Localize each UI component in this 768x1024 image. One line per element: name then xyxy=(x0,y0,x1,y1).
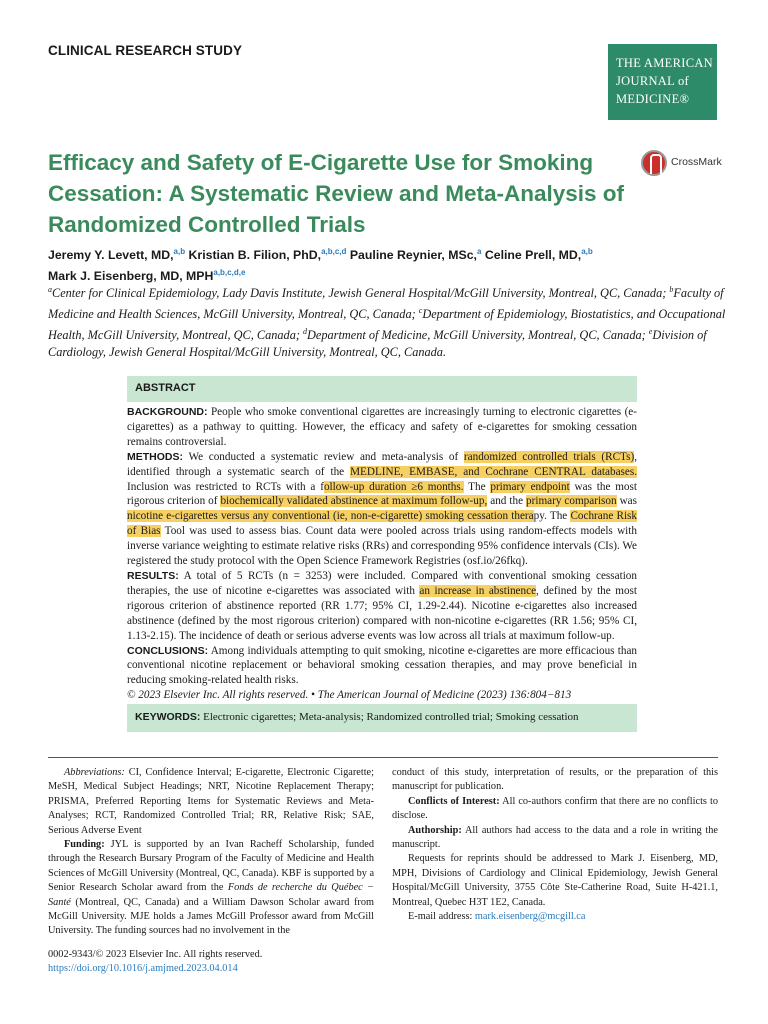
author-affiliation-ref[interactable]: a,b xyxy=(581,247,593,256)
funding-continuation: conduct of this study, interpretation of results, or the preparation of this manuscript for publication. xyxy=(392,767,718,793)
reprints-note: Requests for reprints should be addressed to Mark J. Eisenberg, MD, MPH, Divisions of Cardiology and Clinical Epidemiology, Jewish General Hospital/McGill University, 3755 Côte Ste-Catherine Road, Suite H-421.1, Montreal, Quebec H3T 1E2, Canada. xyxy=(392,853,718,908)
author-name: Jeremy Y. Levett, MD, xyxy=(48,248,174,263)
abstract-text: , defined by the most rigorous criterion of abstinence reported (RR 1.77; 95% CI, 1.29-2.44). Nicotine e-cigarettes also increased abstinence (defined by the most rigorous criterion) compared with non-nicotine e-cigarettes (RR 1.56; 95% CI, 1.13-2.15). The incidence of death or serious adverse events was low across all trials at maximum follow-up. xyxy=(127,584,637,642)
author-affiliation-ref[interactable]: a,b xyxy=(173,247,186,256)
keywords-box xyxy=(127,704,637,732)
abstract-heading: ABSTRACT xyxy=(127,376,637,402)
affiliation-marker: d xyxy=(303,327,308,337)
highlight: nicotine e-cigarettes versus any conventional (ie, non-e-cigarette) smoking cessation thera xyxy=(127,510,534,523)
doi-link[interactable]: https://doi.org/10.1016/j.amjmed.2023.04.014 xyxy=(48,963,238,975)
highlight: biochemically validated abstinence at maximum follow-up, xyxy=(220,495,488,508)
abstract-methods xyxy=(127,450,637,569)
journal-logo-line1: THE AMERICAN xyxy=(616,56,714,70)
affiliations xyxy=(48,281,728,361)
abbreviations-note xyxy=(48,766,374,838)
highlight: primary endpoint xyxy=(490,480,570,493)
affiliation-e: Division of Cardiology, Jewish General Hospital/McGill University, Montreal, QC, Canada. xyxy=(48,328,707,360)
author-list xyxy=(48,243,728,285)
highlight: ollow-up duration ≥6 months. xyxy=(323,480,464,493)
highlight: Cochrane Risk of Bias xyxy=(127,510,637,538)
highlight: an increase in abstinence xyxy=(419,584,537,597)
right-column xyxy=(392,766,718,924)
authorship-note xyxy=(392,824,718,853)
affiliation-marker: b xyxy=(669,285,674,294)
affiliation-b: Faculty of Medicine and Health Sciences, McGill University, Montreal, QC, Canada; xyxy=(48,286,724,322)
crossmark-badge[interactable] xyxy=(641,148,721,180)
crossmark-label: CrossMark xyxy=(671,156,722,168)
abstract-label: METHODS: xyxy=(127,450,183,463)
author-affiliation-ref[interactable]: a,b,c,d xyxy=(321,247,347,256)
article-title: Efficacy and Safety of E-Cigarette Use for Smoking Cessation: A Systematic Review and Meta-Analysis of Randomized Controlled Trials xyxy=(48,150,625,237)
funding-text: JYL is supported by an Ivan Racheff Scholarship, funded through the Research Bursary Program of the Faculty of Medicine and Health Sciences of McGill University (Montreal, QC, Canada). KBF is supported by a Senior Research Scholar award from the xyxy=(48,839,375,894)
footer xyxy=(48,948,262,977)
author-affiliation-ref[interactable]: a,b,c,d,e xyxy=(213,268,246,278)
keywords-label: KEYWORDS: xyxy=(135,711,201,723)
authorship-text: All authors had access to the data and a role in writing the manuscript. xyxy=(392,824,718,851)
abstract-conclusions xyxy=(127,644,637,689)
abstract-label: CONCLUSIONS: xyxy=(127,644,209,657)
abstract-text: A total of 5 RCTs (n = 3253) were included. Compared with conventional smoking cessation therapies, the use of nicotine e-cigarettes was associated with xyxy=(127,569,637,597)
abstract-results xyxy=(127,569,637,644)
affiliation-d: Department of Medicine, McGill University, Montreal, QC, Canada; xyxy=(307,328,646,343)
abstract-background xyxy=(127,405,637,450)
abbreviations-text: CI, Confidence Interval; E-cigarette, Electronic Cigarette; MeSH, Medical Subject Headings; NRT, Nicotine Replacement Therapy; PRISMA, Preferred Reporting Items for Systematic Reviews and Meta-Analyses; RCT, Randomized Controlled Trial; RR, Relative Risk; SAE, Serious Adverse Event xyxy=(48,767,374,836)
journal-logo-line2: JOURNAL of xyxy=(616,74,690,88)
keywords-text: Electronic cigarettes; Meta-analysis; Randomized controlled trial; Smoking cessation xyxy=(203,711,579,723)
affiliation-c: Department of Epidemiology, Biostatistics, and Occupational Health, McGill University, Montreal, QC, Canada; xyxy=(48,307,726,343)
author-affiliation-ref[interactable]: a xyxy=(476,247,482,256)
email-label: E-mail address: xyxy=(408,911,473,923)
abstract-text: was xyxy=(616,495,637,508)
funding-note xyxy=(48,838,374,939)
author-name: Kristian B. Filion, PhD, xyxy=(188,248,322,263)
abstract-text: The xyxy=(463,480,491,493)
highlight: MEDLINE, EMBASE, and Cochrane CENTRAL databases. xyxy=(350,465,638,478)
crossmark-icon xyxy=(641,150,667,176)
affiliation-marker: c xyxy=(418,306,423,316)
funding-text: (Montreal, QC, Canada) and a William Dawson Scholar award from McGill University. MJE holds a James McGill Professor award from McGill University. The funding sources had no involvement in the xyxy=(48,896,374,937)
abstract-body xyxy=(127,405,637,703)
abstract-label: BACKGROUND: xyxy=(127,406,208,418)
divider xyxy=(48,757,718,758)
copyright-text: © 2023 Elsevier Inc. All rights reserved. • The American Journal of Medicine (2023) 136:804−813 xyxy=(127,689,572,702)
conflicts-note xyxy=(392,795,718,824)
journal-logo-line3: MEDICINE® xyxy=(616,92,690,106)
authorship-label: Authorship: xyxy=(408,824,462,836)
abstract-text: Inclusion was restricted to RCTs with a f xyxy=(127,480,324,493)
abstract-text: py. The xyxy=(533,510,571,523)
affiliation-a: Center for Clinical Epidemiology, Lady Davis Institute, Jewish General Hospital/McGill University, Montreal, QC, Canada; xyxy=(52,286,667,301)
abbreviations-label: Abbreviations: xyxy=(64,767,125,778)
email-note xyxy=(392,910,718,924)
author-name: Celine Prell, MD, xyxy=(484,248,582,263)
abstract-text: was the most rigorous criterion of xyxy=(127,480,637,508)
abstract-text: People who smoke conventional cigarettes are increasingly turning to electronic cigarettes (e-cigarettes) as a pathway to quitting. However, the efficacy and safety of e-cigarettes for smoking cessation remains controversial. xyxy=(127,406,638,448)
conflicts-label: Conflicts of Interest: xyxy=(408,795,500,807)
conflicts-text: All co-authors confirm that there are no conflicts to disclose. xyxy=(392,795,718,822)
abstract-text: We conducted a systematic review and meta-analysis of xyxy=(188,450,464,463)
abstract-text: and the xyxy=(487,495,527,508)
highlight: randomized controlled trials (RCTs) xyxy=(463,450,635,463)
author-name: Mark J. Eisenberg, MD, MPH xyxy=(48,269,214,284)
highlight: primary comparison xyxy=(526,495,617,508)
funding-italic: Fonds de recherche du Québec − Santé xyxy=(48,882,375,908)
affiliation-marker: e xyxy=(648,327,653,337)
abstract-text: , identified through a systematic search of the xyxy=(127,450,637,478)
abstract-text: Among individuals attempting to quit smoking, nicotine e-cigarettes are more efficacious than conventional nicotine replacement or behavioral smoking cessation therapies, and may prove beneficial in reducing smoking-related health risks. xyxy=(127,644,638,687)
journal-logo xyxy=(608,44,717,120)
email-link[interactable]: mark.eisenberg@mcgill.ca xyxy=(474,911,586,923)
left-column xyxy=(48,766,374,939)
author-name: Pauline Reynier, MSc, xyxy=(349,248,477,263)
abstract-text: Tool was used to assess bias. Count data were pooled across trials using random-effects models with inverse variance weighting to estimate relative risks (RRs) and corresponding 95% confidence intervals (CIs). We registered the study protocol with the Open Science Framework Registries (osf.io/26fkq). xyxy=(127,525,637,568)
issn-line: 0002-9343/© 2023 Elsevier Inc. All rights reserved. xyxy=(48,949,263,960)
affiliation-marker: a xyxy=(48,285,52,294)
abstract-label: RESULTS: xyxy=(127,569,179,582)
abstract-copyright xyxy=(127,688,637,703)
section-label: CLINICAL RESEARCH STUDY xyxy=(48,43,243,58)
funding-label: Funding: xyxy=(64,839,105,851)
